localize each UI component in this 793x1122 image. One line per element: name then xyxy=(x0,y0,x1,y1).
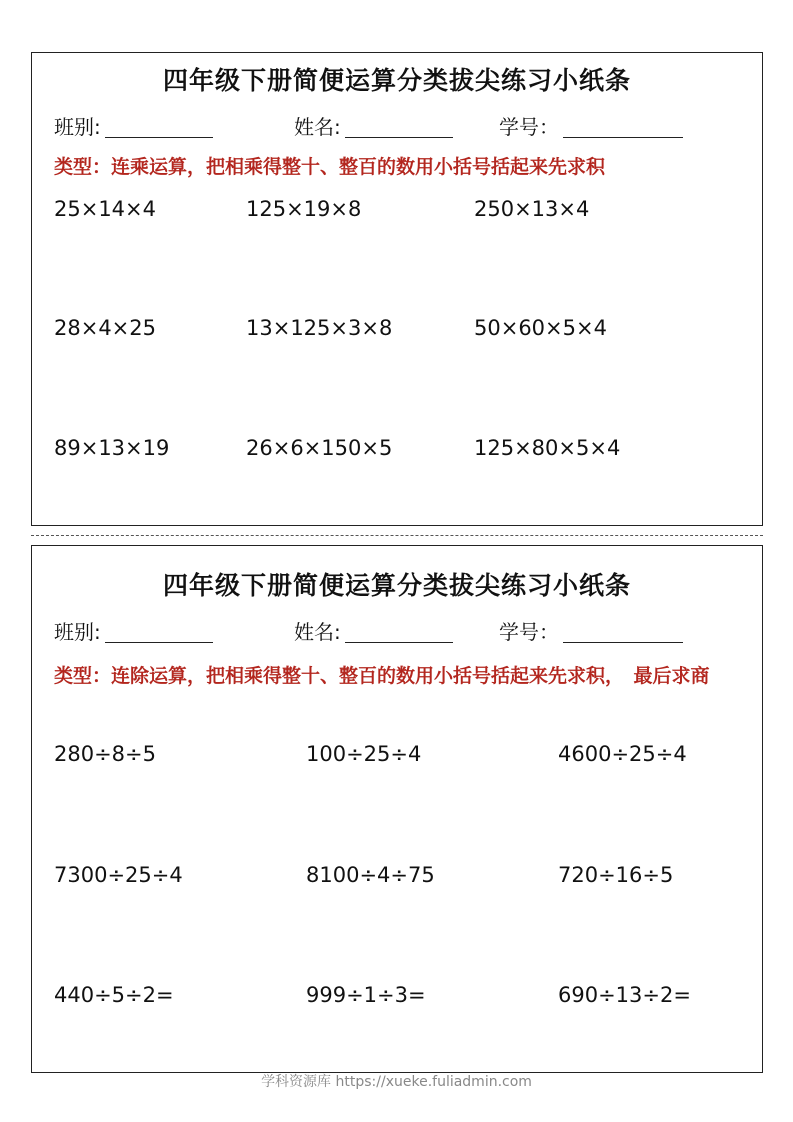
name-field xyxy=(294,616,453,645)
question-5: 13×125×3×8 xyxy=(246,316,393,340)
class-label: 班别: xyxy=(54,620,101,644)
question-7: 89×13×19 xyxy=(54,436,170,460)
problem-type-hint: 类型：连除运算，把相乘得整十、整百的数用小括号括起来先求积， 最后求商 xyxy=(54,665,710,687)
student-id-label: 学号： xyxy=(499,620,559,644)
name-blank xyxy=(345,137,453,138)
question-3: 4600÷25÷4 xyxy=(558,742,687,766)
footer-watermark-text: 学科资源库 https://xueke.fuliadmin.com xyxy=(261,1074,532,1090)
class-field xyxy=(54,616,213,645)
question-7: 440÷5÷2= xyxy=(54,983,174,1007)
class-blank xyxy=(105,137,213,138)
name-blank xyxy=(345,642,453,643)
question-8: 999÷1÷3= xyxy=(306,983,426,1007)
worksheet-card-multiplication xyxy=(31,52,763,526)
problem-type-hint: 类型：连乘运算，把相乘得整十、整百的数用小括号括起来先求积 xyxy=(54,156,606,178)
question-2: 125×19×8 xyxy=(246,197,362,221)
cut-line-divider xyxy=(31,535,763,536)
student-id-field xyxy=(499,616,683,645)
question-6: 50×60×5×4 xyxy=(474,316,607,340)
name-label: 姓名: xyxy=(294,620,341,644)
question-2: 100÷25÷4 xyxy=(306,742,422,766)
class-blank xyxy=(105,642,213,643)
student-id-blank xyxy=(563,642,683,643)
name-label: 姓名: xyxy=(294,115,341,139)
question-4: 7300÷25÷4 xyxy=(54,863,183,887)
question-8: 26×6×150×5 xyxy=(246,436,393,460)
question-3: 250×13×4 xyxy=(474,197,590,221)
worksheet-title: 四年级下册简便运算分类拔尖练习小纸条 xyxy=(162,66,631,95)
name-field xyxy=(294,111,453,140)
student-id-field xyxy=(499,111,683,140)
question-1: 25×14×4 xyxy=(54,197,156,221)
student-id-label: 学号： xyxy=(499,115,559,139)
class-label: 班别: xyxy=(54,115,101,139)
question-5: 8100÷4÷75 xyxy=(306,863,435,887)
class-field xyxy=(54,111,213,140)
question-6: 720÷16÷5 xyxy=(558,863,674,887)
question-9: 690÷13÷2= xyxy=(558,983,691,1007)
worksheet-card-division xyxy=(31,545,763,1073)
question-4: 28×4×25 xyxy=(54,316,156,340)
worksheet-title: 四年级下册简便运算分类拔尖练习小纸条 xyxy=(162,571,631,600)
question-1: 280÷8÷5 xyxy=(54,742,156,766)
student-id-blank xyxy=(563,137,683,138)
question-9: 125×80×5×4 xyxy=(474,436,621,460)
